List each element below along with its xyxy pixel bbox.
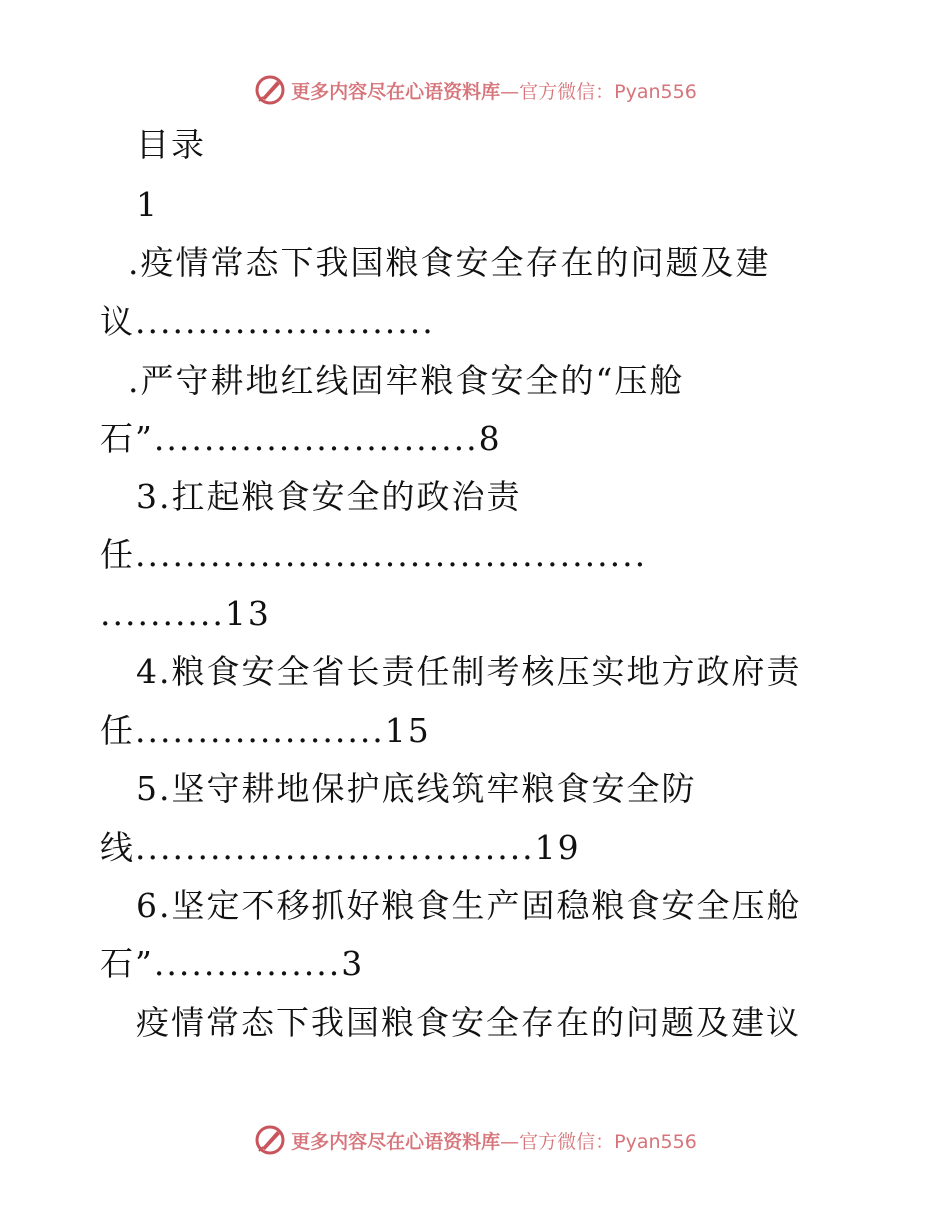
watermark-library-text: 更多内容尽在心语资料库 (291, 1130, 501, 1153)
toc-line: 议........................ (100, 302, 435, 341)
toc-line: ..........13 (100, 594, 271, 633)
toc-heading: 目录 (136, 125, 206, 164)
toc-line: .严守耕地红线固牢粮食安全的“压舱 (128, 361, 685, 400)
quill-pen-circle-icon (253, 1123, 287, 1157)
toc-line: 6.坚定不移抓好粮食生产固稳粮食安全压舱 (136, 886, 802, 925)
toc-line: 3.扛起粮食安全的政治责 (136, 477, 522, 516)
watermark-wechat-text: —官方微信：Pyan556 (500, 80, 697, 103)
quill-pen-circle-icon (253, 73, 287, 107)
toc-line: 4.粮食安全省长责任制考核压实地方政府责 (136, 652, 802, 691)
toc-line: 石”..........................8 (100, 419, 502, 458)
watermark-wechat-text: —官方微信：Pyan556 (500, 1130, 697, 1153)
toc-line: 任....................15 (100, 711, 431, 750)
section-title: 疫情常态下我国粮食安全存在的问题及建议 (136, 1003, 801, 1042)
toc-line: 5.坚守耕地保护底线筑牢粮食安全防 (136, 769, 697, 808)
toc-line: 1 (136, 185, 159, 224)
watermark-library-text: 更多内容尽在心语资料库 (291, 80, 501, 103)
footer-watermark (0, 1120, 950, 1160)
toc-line: 任......................................... (100, 535, 648, 574)
toc-line: 石”...............3 (100, 944, 365, 983)
toc-line: .疫情常态下我国粮食安全存在的问题及建 (128, 243, 771, 282)
header-watermark (0, 70, 950, 110)
toc-line: 线................................19 (100, 828, 581, 867)
